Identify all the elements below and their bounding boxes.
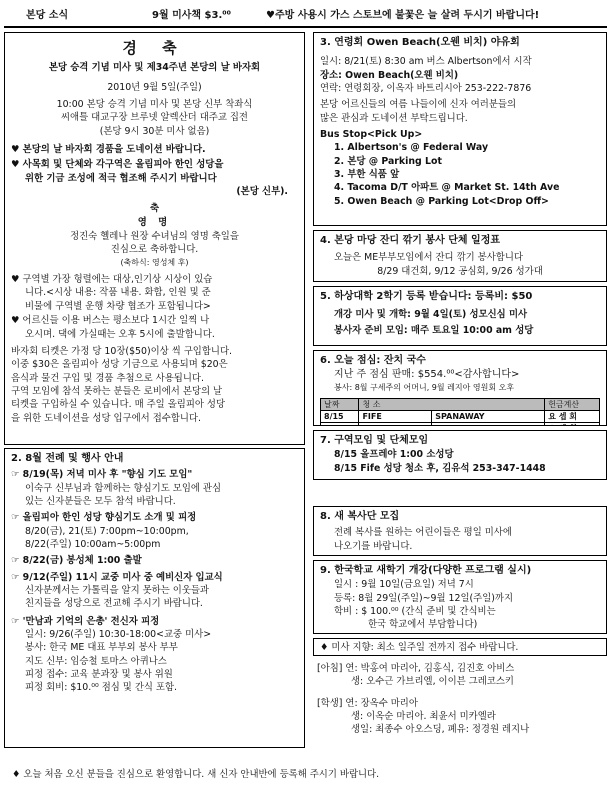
- table-cell: [359, 423, 432, 426]
- s4-l2: 8/29 대건회, 9/12 공심회, 9/26 성가대: [377, 265, 543, 277]
- mass-intention-note: ♦ 미사 지향: 최소 일주일 전까지 접수 바랍니다.: [320, 642, 519, 653]
- s2-d2: 신자분께서는 가톨릭을 알지 못하는 이웃들과: [25, 584, 209, 596]
- congrats-bullet-1: ♥ 본당의 날 바자회 경품을 도네이션 바랍니다.: [11, 144, 206, 156]
- notice-p3: 음식과 물건 구입 및 경품 추첨으로 사용됩니다.: [11, 372, 204, 384]
- notice-1a: ♥ 구역별 가장 헝렬에는 대상,인기상 시상이 있습: [11, 274, 213, 286]
- s7-l1: 8/15 올프레야 1:00 소성당: [334, 449, 454, 461]
- s3-l5: 많은 관심과 도네이션 부탁드립니다.: [320, 112, 468, 124]
- notice-p1: 바자회 티켓은 가정 당 10장($50)이상 씩 구입합니다.: [11, 345, 233, 357]
- congrats-title: 경 축: [122, 39, 187, 57]
- s2-e5: 피정 접수: 교육 분과장 및 봉사 위원: [25, 669, 173, 680]
- section-7-title: 7. 구역모임 및 단체모임: [320, 435, 429, 446]
- table-cell: SPANAWAY: [432, 411, 545, 423]
- congrats-line-3: (본당 9시 30분 미사 없음): [99, 125, 210, 137]
- section-8-title: 8. 새 복사단 모집: [320, 511, 400, 522]
- notice-p5: 티켓을 구입하실 수 있습니다. 매 주일 올림피아 성당: [11, 399, 226, 411]
- feast-title-1: 축: [149, 203, 160, 215]
- bus-stop-5: 5. Owen Beach @ Parking Lot<Drop Off>: [334, 195, 549, 207]
- header-bar: [4, 5, 607, 27]
- bus-stop-3: 3. 부한 식품 앞: [334, 168, 400, 180]
- header-divider: [4, 26, 607, 28]
- table-cell: [432, 423, 545, 426]
- s3-l2: 장소: Owen Beach(오웬 비치): [320, 69, 459, 81]
- bus-stop-2: 2. 본당 @ Parking Lot: [334, 155, 442, 167]
- mass-line-3: [학생] 연: 장옥수 마리아: [317, 697, 418, 709]
- s2-a1: ☞ 8/19(목) 저녁 미사 후 "향심 기도 모임": [11, 469, 193, 481]
- feast-line-1: 정진숙 헬레나 원장 수녀님의 영명 축일을: [70, 231, 239, 243]
- section-8-box: [313, 506, 607, 556]
- table-cell: [321, 423, 359, 426]
- mass-line-1: [아침] 연: 박홍여 마리아, 김홍식, 김진호 아비스: [317, 663, 515, 674]
- congrats-bullet-2c: (본당 신부).: [236, 186, 288, 198]
- s3-l1: 일시: 8/21(토) 8:30 am 버스 Albertson에서 시작: [320, 56, 532, 68]
- s5-l1: 개강 미사 및 개학: 9월 4일(토) 성모신심 미사: [334, 309, 528, 321]
- s6-l2: 봉사: 8월 구세주의 어머니, 9월 레지아 영원회 오후: [334, 383, 515, 393]
- table-header-cleaning: 청 소: [359, 398, 545, 410]
- section-2-title: 2. 8월 전례 및 행사 안내: [11, 453, 124, 464]
- bus-stop-title: Bus Stop<Pick Up>: [320, 128, 423, 140]
- section-6-box: [313, 350, 607, 426]
- section-9-box: [313, 560, 607, 634]
- mass-line-2: 생: 오수근 가브리엘, 이이븐 그레코스키: [351, 676, 514, 688]
- notice-2b: 오시며. 댁에 가실때는 오후 5시에 출발합니다.: [25, 328, 215, 340]
- table-cell: 요 셉 회: [545, 411, 600, 423]
- mass-intentions: [317, 662, 607, 737]
- section-6-title: 6. 오늘 점심: 잔치 국수: [320, 355, 426, 366]
- s2-e4: 지도 신부: 임승철 토마스 아퀴나스: [25, 655, 167, 667]
- mass-line-5: 생일: 최종수 아오스딩, 폐유: 정경원 레지나: [351, 724, 530, 736]
- section-2-box: [4, 448, 305, 748]
- s9-l2: 등록: 8월 29일(주일)~9월 12일(주일)까지: [334, 592, 514, 604]
- s8-l2: 나오기를 바랍니다.: [334, 540, 413, 552]
- s2-e3: 봉사: 한국 ME 대표 부부외 봉사 부부: [25, 642, 178, 654]
- table-header-count: 헌금계산: [545, 398, 600, 410]
- table-cell: [545, 423, 600, 426]
- s9-l3: 학비 : $ 100.⁰⁰ (간식 준비 및 간식비는: [334, 605, 496, 617]
- s7-l2: 8/15 Fife 성당 청소 후, 김유석 253-347-1448: [334, 462, 546, 474]
- mass-intention-bar: [313, 638, 607, 656]
- cleaning-table: [320, 398, 600, 426]
- header-middle: 9월 미사책 $3.⁰⁰: [152, 10, 232, 21]
- s5-l2: 봉사자 준비 모임: 매주 토요일 10:00 am 성당: [334, 324, 534, 336]
- table-header-row: [321, 398, 600, 410]
- s2-a3: 있는 신자분들은 모두 참석 바랍니다.: [25, 495, 176, 507]
- congrats-bullet-2b: 위한 기금 조성에 적극 협조해 주시기 바랍니다: [25, 172, 217, 184]
- notice-1b: 니다.<시상 내용: 작품 내용. 화합, 인원 및 준: [25, 287, 211, 299]
- s3-l4: 본당 어르신들의 여름 나들이에 신자 여러분들의: [320, 99, 517, 111]
- congrats-box: [4, 32, 305, 445]
- s2-e6: 피정 회비: $10.⁰⁰ 점심 및 간식 포함.: [25, 682, 178, 694]
- table-cell: 8/15: [321, 411, 359, 423]
- section-7-box: [313, 430, 607, 480]
- notice-1c: 비물에 구역별 운행 차량 협조가 포함됩니다>: [25, 300, 211, 312]
- section-4-box: [313, 230, 607, 282]
- s2-e2: 일시: 9/26(주일) 10:30-18:00<교중 미사>: [25, 628, 212, 640]
- congrats-line-1: 10:00 본당 승격 기념 미사 및 본당 신부 착좌식: [56, 98, 253, 110]
- congrats-line-2: 씨애틀 대교구장 브루넷 알렉산더 대주교 집전: [61, 112, 248, 124]
- s2-d3: 친지들을 성당으로 전교해 주시기 바랍니다.: [25, 598, 203, 610]
- s9-l1: 일시 : 9월 10일(금요일) 저녁 7시: [334, 579, 474, 591]
- feast-line-2: 진심으로 축하합니다.: [110, 244, 199, 256]
- feast-line-3: (축하식: 영성체 후): [120, 257, 189, 267]
- s8-l1: 전례 복사를 원하는 어린이들은 평일 미사에: [334, 527, 512, 539]
- congrats-subtitle: 본당 승격 기념 미사 및 제34주년 본당의 날 바자회: [48, 62, 261, 74]
- section-4-title: 4. 본당 마당 잔디 깎기 봉사 단체 일정표: [320, 235, 501, 246]
- table-row: [321, 423, 600, 426]
- feast-title-2: 영 명: [137, 216, 172, 228]
- notice-p6: 을 위한 도네이션을 성당 입구에서 접수합니다.: [11, 412, 201, 424]
- bus-stop-4: 4. Tacoma D/T 아파트 @ Market St. 14th Ave: [334, 182, 560, 194]
- s4-l1: 오늘은 ME부부모임에서 잔디 깎기 봉사합니다: [334, 252, 523, 264]
- congrats-date: 2010년 9월 5일(주일): [107, 81, 202, 93]
- section-5-title: 5. 하상대학 2학기 등록 받습니다: 등록비: $50: [320, 291, 533, 302]
- section-5-box: [313, 286, 607, 346]
- bus-stop-1: 1. Albertson's @ Federal Way: [334, 142, 489, 154]
- footer-note: ♦ 오늘 처음 오신 분들을 진심으로 환영합니다. 새 신자 안내반에 등록해 주시기 바랍니다.: [12, 769, 380, 780]
- s2-d1: ☞ 9/12(주일) 11시 교중 미사 중 예비신자 입교식: [11, 571, 223, 583]
- notice-p4: 구역 모임에 참석 못하는 분들은 로비에서 본당의 날: [11, 385, 223, 397]
- notice-p2: 이중 $30은 올림피아 성당 기금으로 사용되며 $20은: [11, 359, 228, 371]
- s2-a2: 이숙구 신부님과 함께하는 향심기도 모임에 관심: [25, 482, 222, 494]
- section-9-title: 9. 한국학교 새학기 개강(다양한 프로그램 실시): [320, 565, 532, 576]
- s2-c1: ☞ 8/22(금) 봉성체 1:00 출발: [11, 555, 142, 567]
- table-header-date: 날짜: [321, 398, 359, 410]
- section-3-title: 3. 연령회 Owen Beach(오웬 비치) 야유회: [320, 37, 520, 48]
- s3-l3: 연락: 연령회장, 이옥자 바트리시아 253-222-7876: [320, 82, 532, 94]
- mass-line-4: 생: 이옥순 마리아. 최윤서 미카엘라: [351, 711, 496, 723]
- table-cell: FIFE: [359, 411, 432, 423]
- s2-e1: ☞ '만남과 기억의 은총' 전신자 피정: [11, 615, 160, 627]
- notice-2a: ♥ 어르신들 이용 버스는 평소보다 1시간 일찍 나: [11, 315, 210, 327]
- table-row: [321, 411, 600, 423]
- s2-b1: ☞ 올림피아 한인 성당 향심기도 소개 및 피정: [11, 512, 197, 524]
- section-3-box: [313, 32, 607, 226]
- header-right: ♥주방 사용시 가스 스토브에 불꽃은 늘 살려 두시기 바랍니다!: [266, 10, 540, 21]
- s2-b2: 8/20(금), 21(토) 7:00pm~10:00pm,: [25, 525, 189, 537]
- s6-l1: 지난 주 점심 판매: $554.⁰⁰<감사합니다>: [334, 369, 520, 381]
- header-left: 본당 소식: [26, 10, 69, 21]
- s2-b3: 8/22(주일) 10:00am~5:00pm: [25, 538, 161, 550]
- congrats-bullet-2a: ♥ 사목회 및 단체와 각구역은 올림피아 한인 성당을: [11, 159, 224, 171]
- s9-l4: 한국 학교에서 부담합니다): [368, 619, 478, 631]
